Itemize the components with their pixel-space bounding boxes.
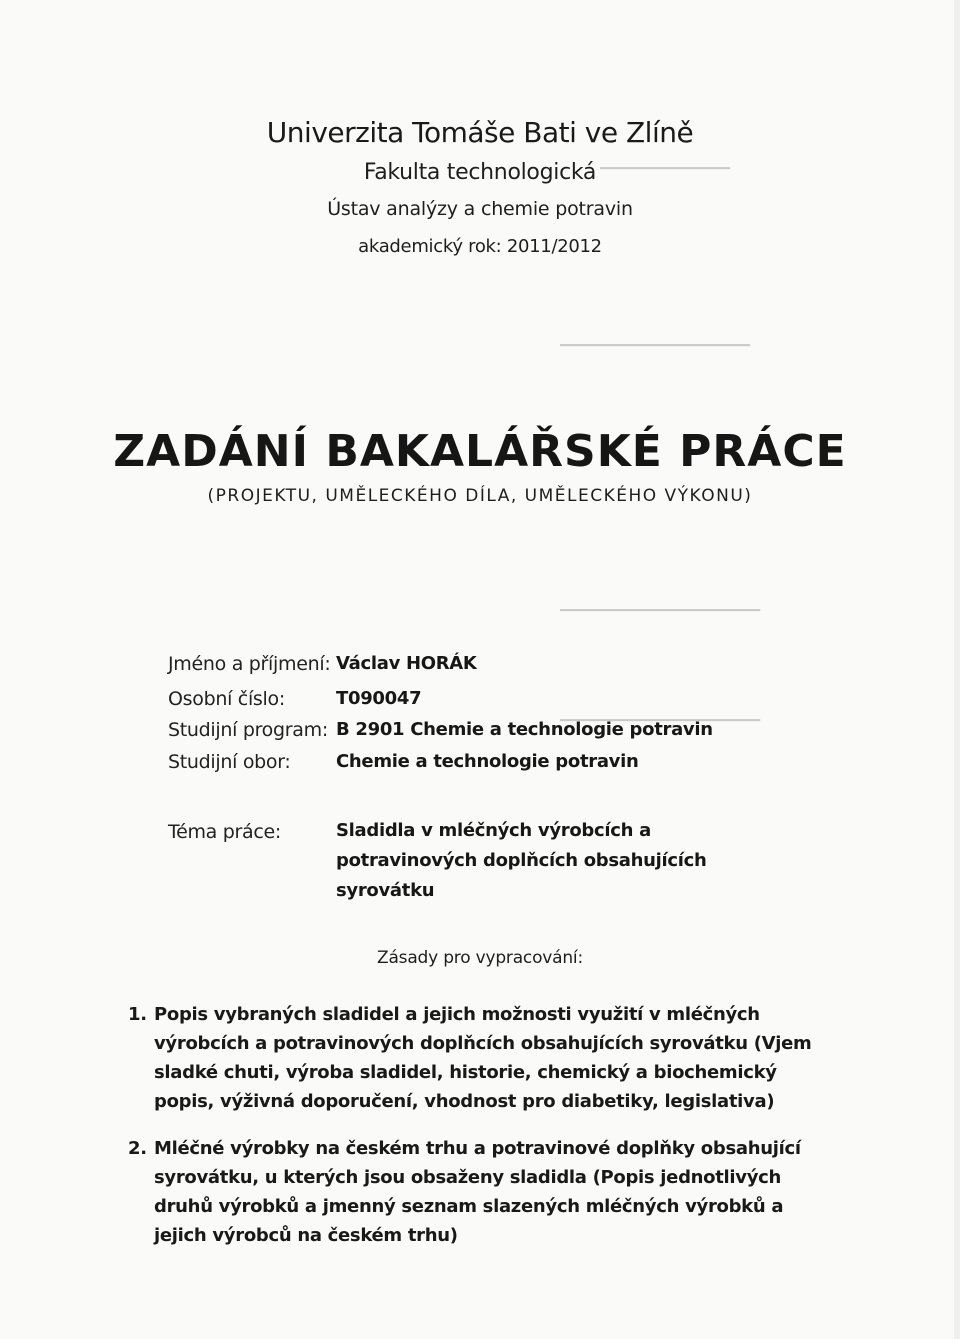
topic-value: Sladidla v mléčných výrobcích a potravinových doplňcích obsahujících syrovátku [336, 820, 707, 901]
field-label: Studijní obor: [168, 751, 291, 773]
scan-edge [954, 0, 960, 1339]
name-value: Václav HORÁK [336, 653, 477, 674]
university-name: Univerzita Tomáše Bati ve Zlíně [266, 116, 694, 149]
academic-year: akademický rok: 2011/2012 [358, 236, 602, 257]
document-title: ZADÁNÍ BAKALÁŘSKÉ PRÁCE [113, 426, 847, 477]
id-value: T090047 [336, 688, 422, 709]
principle-item-2 [128, 1134, 840, 1250]
name-label: Jméno a příjmení: [168, 653, 331, 675]
document-subtitle: (PROJEKTU, UMĚLECKÉHO DÍLA, UMĚLECKÉHO VÝKONU) [207, 486, 753, 506]
program-label: Studijní program: [168, 719, 328, 741]
item-number: 2. [128, 1138, 147, 1159]
field-value: Chemie a technologie potravin [336, 751, 639, 772]
principle-item-1 [128, 1000, 840, 1116]
item-text: Mléčné výrobky na českém trhu a potravinové doplňky obsahující syrovátku, u kterých jsou obsaženy sladidla (Popis jednotlivých druhů výrobků a jmenný seznam slazených mléčných výrobků a jejich výrobců na českém trhu) [154, 1138, 801, 1246]
item-text: Popis vybraných sladidel a jejich možnosti využití v mléčných výrobcích a potravinových doplňcích obsahujících syrovátku (Vjem sladké chuti, výroba sladidel, historie, chemický a biochemický popis, výživná doporučení, vhodnost pro diabetiky, legislativa) [154, 1004, 812, 1112]
show-through-text: ▁▁▁▁▁▁▁▁▁▁▁▁▁ [600, 155, 730, 170]
show-through-text: ▁▁▁▁▁▁▁▁▁▁▁▁▁▁▁▁▁▁▁ [560, 332, 750, 347]
item-number: 1. [128, 1004, 147, 1025]
institute-name: Ústav analýzy a chemie potravin [327, 198, 633, 220]
principles-heading: Zásady pro vypracování: [377, 948, 583, 968]
faculty-name: Fakulta technologická [363, 160, 597, 185]
id-label: Osobní číslo: [168, 688, 285, 710]
program-value: B 2901 Chemie a technologie potravin [336, 719, 713, 740]
show-through-text: ▁▁▁▁▁▁▁▁▁▁▁▁▁▁▁▁▁▁▁▁ [560, 707, 760, 722]
show-through-text: ▁▁▁▁▁▁▁▁▁▁▁▁▁▁▁▁▁▁▁▁ [560, 597, 760, 612]
topic-label: Téma práce: [168, 821, 282, 843]
